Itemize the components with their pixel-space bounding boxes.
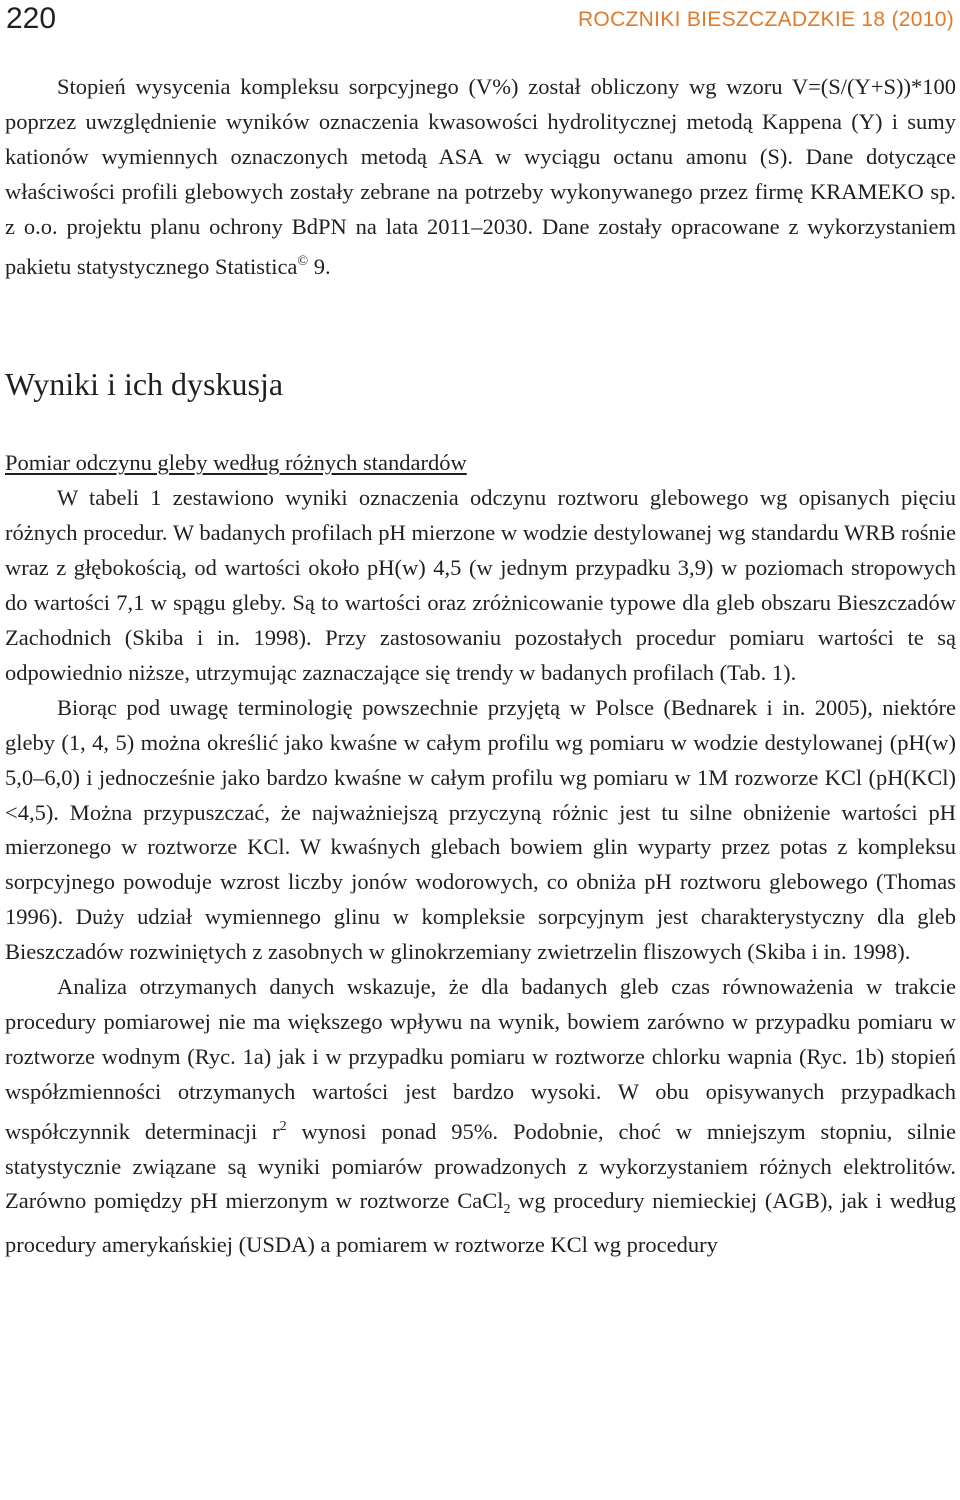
results-paragraph-1: W tabeli 1 zestawiono wyniki oznaczenia odczynu roztworu glebowego wg opisanych pięciu różnych procedur. W badanych profilach pH mierzone w wodzie destylowanej wg standardu WRB rośnie wraz z głębokością, od wartości około pH(w) 4,5 (w jednym przypadku 3,9) w poziomach stropowych do wartości 7,1 w spągu gleby. Są to wartości oraz zróżnicowanie typowe dla gleb obszaru Bieszczadów Zachodnich (Skiba i in. 1998). Przy zastosowaniu pozostałych procedur pomiaru wartości te są odpowiednio niższe, utrzymując zaznaczające się trendy w badanych profilach (Tab. 1).	[5, 485, 956, 685]
copyright-symbol: ©	[297, 253, 309, 269]
results-paragraph-2: Biorąc pod uwagę terminologię powszechnie przyjętą w Polsce (Bednarek i in. 2005), niektóre gleby (1, 4, 5) można określić jako kwaśne w całym profilu wg pomiaru w wodzie destylowanej (pH(w) 5,0–6,0) i jednocześnie jako bardzo kwaśne w całym profilu wg pomiaru w 1M rozworze KCl (pH(KCl) <4,5). Można przypuszczać, że najważniejszą przyczyną różnic jest tu silne obniżenie wartości pH mierzonego w roztworze KCl. W kwaśnych glebach bowiem glin wyparty przez potas z kompleksu sorpcyjnego powoduje wzrost liczby jonów wodorowych, co obniża pH roztworu glebowego (Thomas 1996). Duży udział wymiennego glinu w kompleksie sorpcyjnym jest charakterystyczny dla gleb Bieszczadów rozwiniętych z zasobnych w glinokrzemiany zwietrzelin fliszowych (Skiba i in. 1998).	[5, 694, 956, 965]
methods-paragraph	[5, 70, 956, 284]
subsection-heading-ph: Pomiar odczynu gleby według różnych standardów	[5, 450, 467, 476]
methods-text: Stopień wysycenia kompleksu sorpcyjnego (V%) został obliczony wg wzoru V=(S/(Y+S))*100 poprzez uwzględnienie wyników oznaczenia kwasowości hydrolitycznej metodą Kappena (Y) i sumy kationów wymiennych oznaczonych metodą ASA w wyciągu octanu amonu (S). Dane dotyczące właściwości profili glebowych zostały zebrane na potrzeby wykonywanego przez firmę KRAMEKO sp. z o.o. projektu planu ochrony BdPN na lata 2011–2030. Dane zostały opracowane z wykorzystaniem pakietu statystycznego Statistica	[5, 74, 956, 279]
paragraph-3-part-b: wynosi ponad 95%. Podobnie, choć w mniejszym stopniu, silnie statystycznie związane są wyniki pomiarów prowadzonych z wykorzystaniem różnych elektrolitów. Zarówno pomiędzy pH mierzonym w roztworze CaCl	[5, 1118, 957, 1214]
results-paragraph-3	[5, 970, 956, 1263]
section-heading-results: Wyniki i ich dyskusja	[5, 366, 284, 403]
paragraph-3-part-a: Analiza otrzymanych danych wskazuje, że dla badanych gleb czas równoważenia w trakcie procedury pomiarowej nie ma większego wpływu na wynik, bowiem zarówno w przypadku pomiaru w roztworze wodnym (Ryc. 1a) jak i w przypadku pomiaru w roztworze chlorku wapnia (Ryc. 1b) stopień współzmienności otrzymanych wartości jest bardzo wysoki. W obu opisywanych przypadkach współczynnik determinacji r	[5, 974, 956, 1144]
cacl2-subscript: 2	[503, 1202, 511, 1218]
article-body	[5, 70, 956, 1263]
running-head-journal: ROCZNIKI BIESZCZADZKIE 18 (2010)	[577, 8, 954, 31]
paragraph-3-part-c: wg procedury niemieckiej (AGB), jak i według procedury amerykańskiej (USDA) a pomiarem w roztworze KCl wg procedury	[5, 1188, 956, 1258]
page-header	[0, 0, 960, 40]
page-number: 220	[6, 2, 57, 35]
statistica-version: 9.	[308, 253, 331, 279]
r-squared-superscript: 2	[279, 1118, 287, 1134]
